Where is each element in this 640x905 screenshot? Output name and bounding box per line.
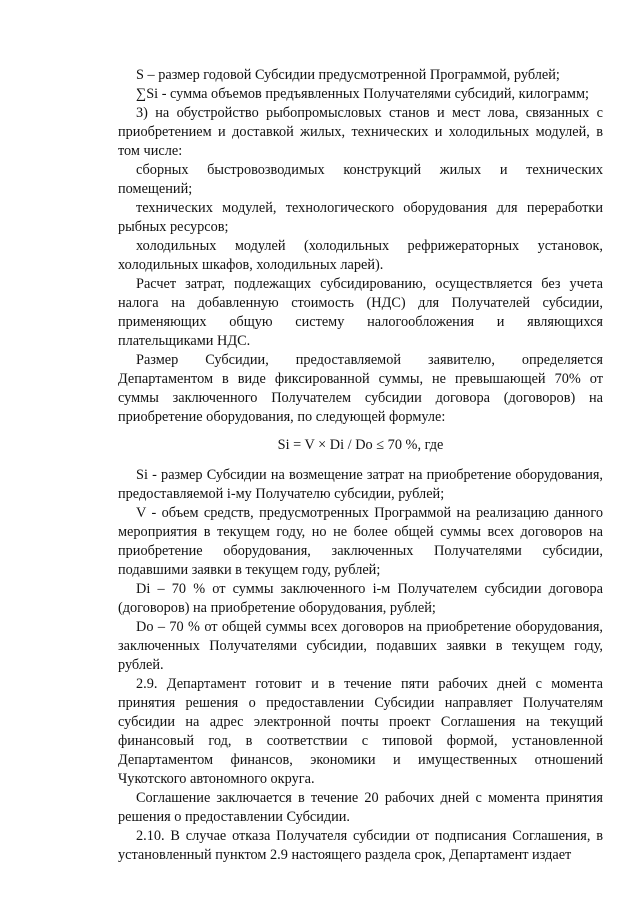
paragraph-2-9: 2.9. Департамент готовит и в течение пяти рабочих дней с момента принятия решения о предоставлении Субсидии направляет Получателям субсидии на адрес электронной почты проект Соглашения на текущий финансовый год, в соответствии с типовой формой, установленной Департаментом финансов, экономики и имущественных отношений Чукотского автономного округа. (118, 676, 603, 787)
paragraph-si-definition: Si - размер Субсидии на возмещение затрат на приобретение оборудования, предоставляемой i-му Получателю субсидии, рублей; (118, 467, 603, 502)
paragraph-technical-modules: технических модулей, технологического оборудования для переработки рыбных ресурсов; (118, 200, 603, 235)
paragraph-agreement-term: Соглашение заключается в течение 20 рабочих дней с момента принятия решения о предоставлении Субсидии. (118, 790, 603, 825)
paragraph-di-definition: Di – 70 % от суммы заключенного i-м Получателем субсидии договора (договоров) на приобретение оборудования, рублей; (118, 581, 603, 616)
paragraph-subsidy-size: Размер Субсидии, предоставляемой заявителю, определяется Департаментом в виде фиксированной суммы, не превышающей 70% от суммы заключенного Получателем субсидии договора (договоров) на приобретение оборудования, по следующей формуле: (118, 352, 603, 425)
paragraph-sum-si-definition: ∑Si - сумма объемов предъявленных Получателями субсидий, килограмм; (136, 86, 589, 102)
paragraph-2-10: 2.10. В случае отказа Получателя субсидии от подписания Соглашения, в установленный пунктом 2.9 настоящего раздела срок, Департамент издает (118, 828, 603, 863)
document-page (118, 66, 603, 865)
formula: Si = V × Di / Do ≤ 70 %, где (277, 437, 444, 453)
paragraph-refrigeration-modules: холодильных модулей (холодильных рефрижераторных установок, холодильных шкафов, холодильных ларей). (118, 238, 603, 273)
paragraph-prefab-structures: сборных быстровозводимых конструкций жилых и технических помещений; (118, 162, 603, 197)
paragraph-v-definition: V - объем средств, предусмотренных Программой на реализацию данного мероприятия в текущем году, но не более общей суммы всех договоров на приобретение оборудования, заключенных Получателями субсидии, подавшими заявки в текущем году, рублей; (118, 505, 603, 578)
paragraph-s-definition: S – размер годовой Субсидии предусмотренной Программой, рублей; (136, 67, 560, 83)
paragraph-item-3: 3) на обустройство рыбопромысловых станов и мест лова, связанных с приобретением и доставкой жилых, технических и холодильных модулей, в том числе: (118, 105, 603, 159)
paragraph-do-definition: Do – 70 % от общей суммы всех договоров на приобретение оборудования, заключенных Получателями субсидии, подавших заявки в текущем году, рублей. (118, 619, 603, 673)
paragraph-vat-calculation: Расчет затрат, подлежащих субсидированию, осуществляется без учета налога на добавленную стоимость (НДС) для Получателей субсидии, применяющих общую систему налогообложения и являющихся плательщиками НДС. (118, 276, 603, 349)
